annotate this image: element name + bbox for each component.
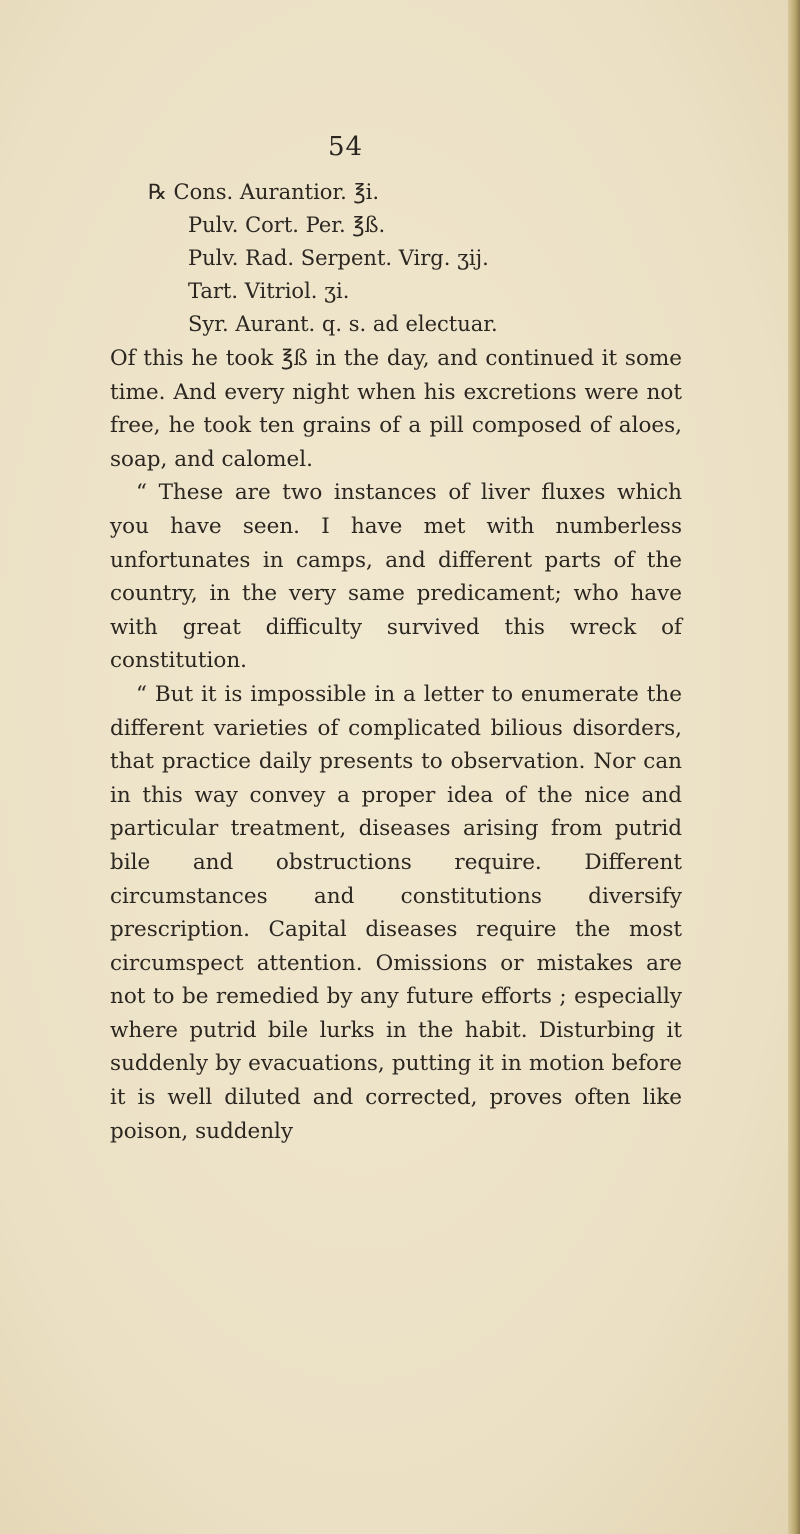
prescription-line: Pulv. Cort. Per. ℥ß.: [188, 213, 386, 237]
prescription-line: Syr. Aurant. q. s. ad electuar.: [188, 312, 498, 336]
body-text: [110, 342, 682, 1148]
paragraph: Of this he took ℥ß in the day, and continued it some time. And every night when his excretions were not free, he took ten grains of a pill composed of aloes, soap, and calomel.: [110, 346, 682, 472]
prescription-line: Tart. Vitriol. ʒi.: [188, 279, 350, 303]
prescription-line: ℞ Cons. Aurantior. ℥i.: [148, 180, 380, 204]
paragraph: “ These are two instances of liver fluxes which you have seen. I have met with numberless unfortunates in camps, and different parts of the country, in the very same predicament; who have with great difficulty survived this wreck of constitution.: [110, 480, 682, 674]
paragraph: “ But it is impossible in a letter to enumerate the different varieties of complicated bilious disorders, that practice daily presents to observation. Nor can in this way convey a proper idea of the nice and particular treatment, diseases arising from putrid bile and obstructions require. Different circumstances and constitutions diversify prescription. Capital diseases require the most circumspect attention. Omissions or mistakes are not to be remedied by any future efforts ; especially where putrid bile lurks in the habit. Disturbing it suddenly by evacuations, putting it in motion before it is well diluted and corrected, proves often like poison, suddenly: [110, 681, 682, 1144]
page-edge: [788, 0, 800, 1534]
prescription-block: [148, 176, 498, 341]
prescription-line: Pulv. Rad. Serpent. Virg. ʒij.: [188, 246, 489, 270]
page-number: 54: [328, 132, 364, 162]
